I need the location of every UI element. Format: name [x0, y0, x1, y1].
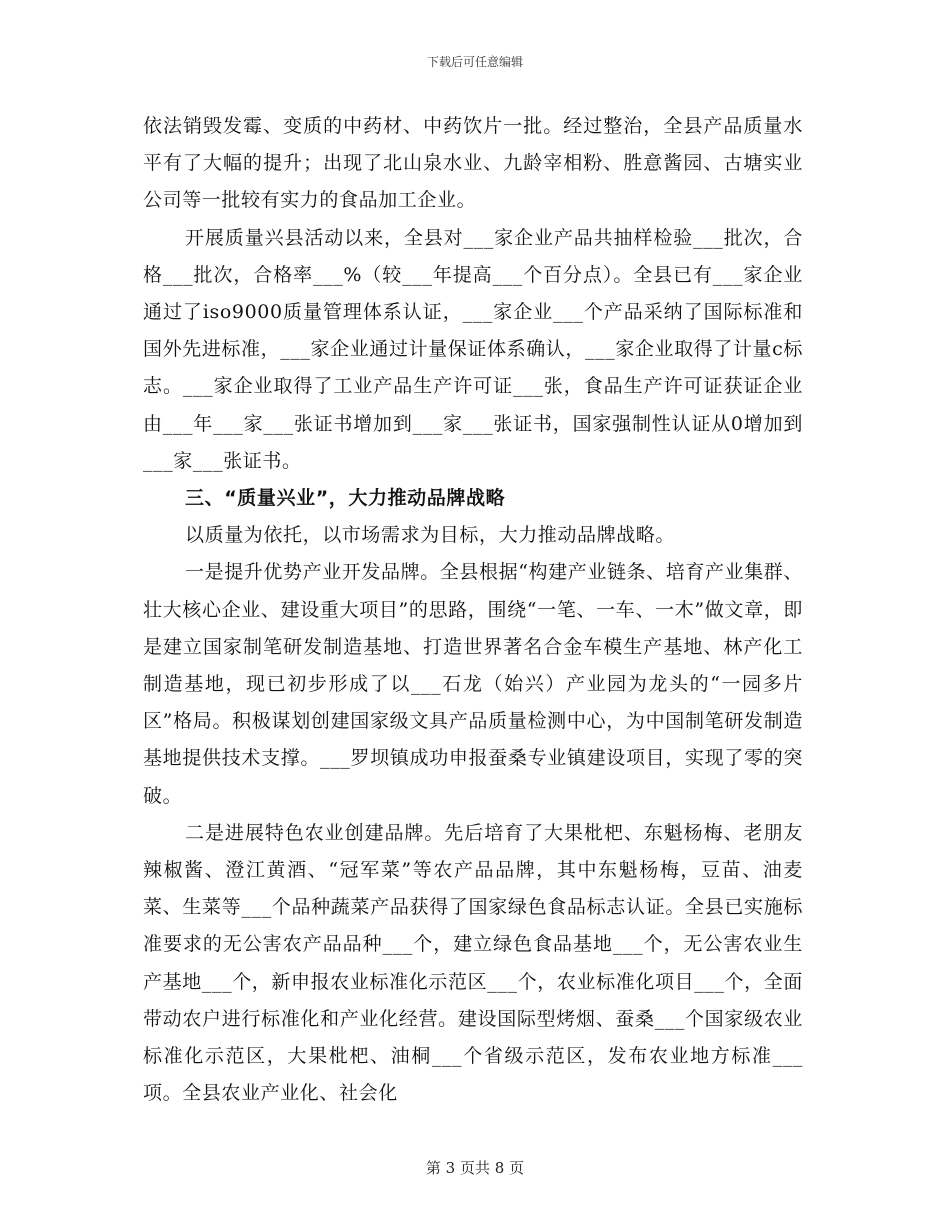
paragraph-brand-strategy: 以质量为依托，以市场需求为目标，大力推动品牌战略。: [185, 524, 676, 547]
paragraph-quality-activity: 开展质量兴县活动以来，全县对___家企业产品共抽样检验___批次，合格___批次，合格率___%（较___年提高___个百分点）。全县已有___家企业通过了iso9000质量管理体系认证，___家企业___个产品采纳了国际标准和国外先进标准，___家企业通过计量保证体系确认，___家企业取得了计量c标志。___家企业取得了工业产品生产许可证___张，食品生产许可证获证企业由___年___家___张证书增加到___家___张证书，国家强制性认证从0增加到___家___张证书。: [143, 226, 803, 472]
document-body: [143, 108, 803, 1112]
section-heading: 三、“质量兴业”，大力推动品牌战略: [185, 487, 506, 510]
page-header: 下载后可任意编辑: [426, 55, 523, 69]
paragraph-destruction: 依法销毁发霉、变质的中药材、中药饮片一批。经过整治，全县产品质量水平有了大幅的提升；出现了北山泉水业、九龄宰相粉、胜意酱园、古塘实业公司等一批较有实力的食品加工企业。: [143, 115, 803, 212]
paragraph-agriculture-brand: 二是进展特色农业创建品牌。先后培育了大果枇杷、东魁杨梅、老朋友辣椒酱、澄江黄酒、“冠军菜”等农产品品牌，其中东魁杨梅，豆苗、油麦菜、生菜等___个品种蔬菜产品获得了国家绿色食品标志认证。全县已实施标准要求的无公害农产品品种___个，建立绿色食品基地___个，无公害农业生产基地___个，新申报农业标准化示范区___个，农业标准化项目___个，全面带动农户进行标准化和产业化经营。建设国际型烤烟、蚕桑___个国家级农业标准化示范区，大果枇杷、油桐___个省级示范区，发布农业地方标准___项。全县农业产业化、社会化: [143, 821, 803, 1105]
paragraph-industry-brand: 一是提升优势产业开发品牌。全县根据“构建产业链条、培育产业集群、壮大核心企业、建设重大项目”的思路，围绕“一笔、一车、一木”做文章，即是建立国家制笔研发制造基地、打造世界著名合金车模生产基地、林产化工制造基地，现已初步形成了以___石龙（始兴）产业园为龙头的“一园多片区”格局。积极谋划创建国家级文具产品质量检测中心，为中国制笔研发制造基地提供技术支撑。___罗坝镇成功申报蚕桑专业镇建设项目，实现了零的突破。: [143, 561, 803, 807]
page-footer: 第 3 页共 8 页: [425, 1159, 525, 1177]
